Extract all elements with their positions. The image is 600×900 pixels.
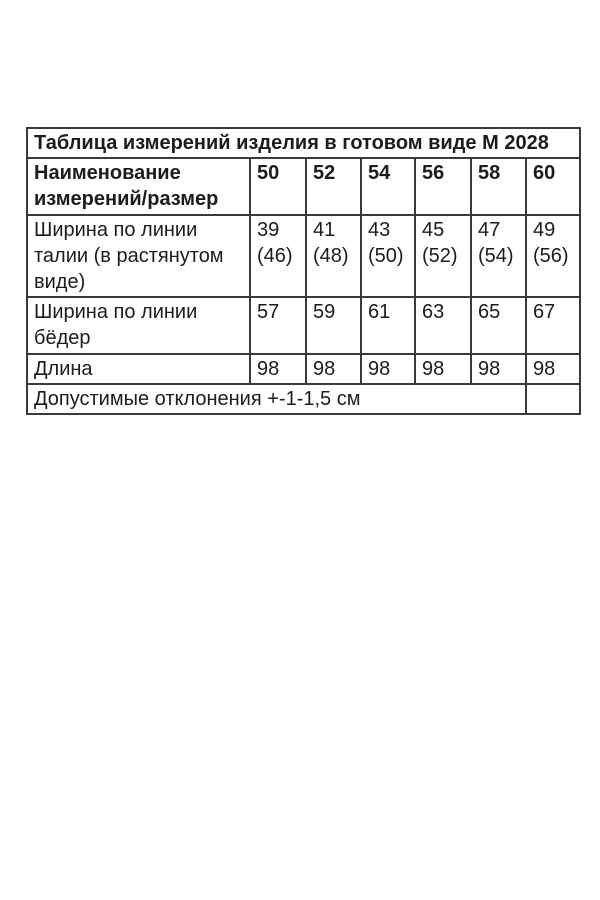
header-size-52: 52 bbox=[306, 158, 361, 215]
measurement-table bbox=[26, 127, 581, 415]
value-cell: 98 bbox=[361, 354, 415, 384]
header-size-54: 54 bbox=[361, 158, 415, 215]
value-cell: 98 bbox=[471, 354, 526, 384]
table-title: Таблица измерений изделия в готовом виде М 2028 bbox=[27, 128, 580, 158]
table-row-waist bbox=[27, 215, 580, 297]
value-cell: 43 (50) bbox=[361, 215, 415, 297]
value-cell: 47 (54) bbox=[471, 215, 526, 297]
tolerance-note: Допустимые отклонения +-1-1,5 см bbox=[27, 384, 526, 414]
value-cell: 59 bbox=[306, 297, 361, 354]
footer-empty-cell bbox=[526, 384, 580, 414]
row-label: Ширина по линии талии (в растянутом виде) bbox=[27, 215, 250, 297]
header-row bbox=[27, 158, 580, 215]
value-cell: 98 bbox=[250, 354, 306, 384]
header-size-60: 60 bbox=[526, 158, 580, 215]
value-cell: 98 bbox=[526, 354, 580, 384]
value-cell: 98 bbox=[306, 354, 361, 384]
value-cell: 61 bbox=[361, 297, 415, 354]
value-cell: 39 (46) bbox=[250, 215, 306, 297]
row-label: Ширина по линии бёдер bbox=[27, 297, 250, 354]
value-cell: 65 bbox=[471, 297, 526, 354]
row-label: Длина bbox=[27, 354, 250, 384]
header-size-58: 58 bbox=[471, 158, 526, 215]
table-row-length bbox=[27, 354, 580, 384]
value-cell: 98 bbox=[415, 354, 471, 384]
value-cell: 49 (56) bbox=[526, 215, 580, 297]
value-cell: 57 bbox=[250, 297, 306, 354]
value-cell: 67 bbox=[526, 297, 580, 354]
header-name-label: Наименование измерений/размер bbox=[27, 158, 250, 215]
header-size-50: 50 bbox=[250, 158, 306, 215]
value-cell: 63 bbox=[415, 297, 471, 354]
title-row bbox=[27, 128, 580, 158]
value-cell: 45 (52) bbox=[415, 215, 471, 297]
footer-row bbox=[27, 384, 580, 414]
table-row-hips bbox=[27, 297, 580, 354]
value-cell: 41 (48) bbox=[306, 215, 361, 297]
header-size-56: 56 bbox=[415, 158, 471, 215]
